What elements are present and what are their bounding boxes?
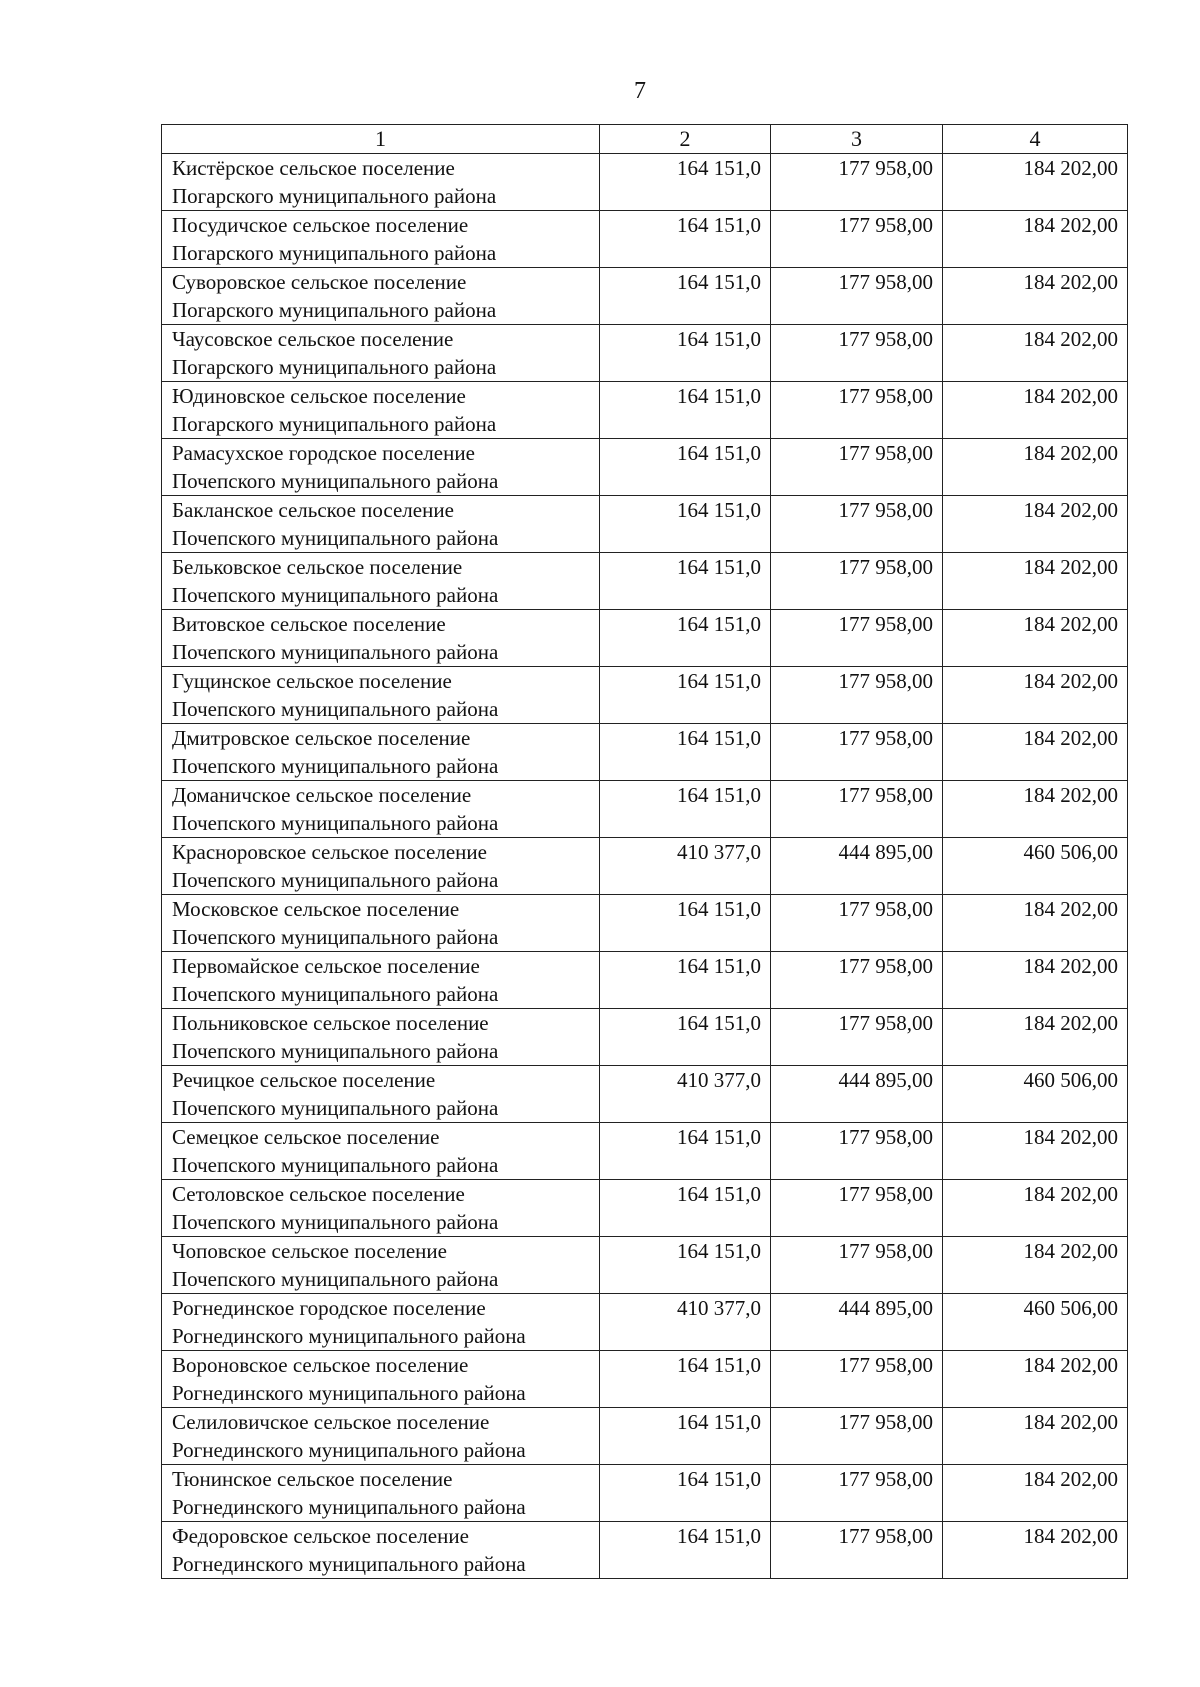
amount-cell-col-4: 184 202,00: [943, 1009, 1128, 1066]
settlement-name-cell: [162, 838, 600, 895]
district-name: Почепского муниципального района: [172, 526, 499, 550]
table-body: [162, 154, 1128, 1579]
amount-cell-col-4: 184 202,00: [943, 211, 1128, 268]
amount-cell-col-4: 184 202,00: [943, 781, 1128, 838]
table-row: [162, 1009, 1128, 1066]
amount-cell-col-2: 164 151,0: [600, 1237, 771, 1294]
district-name: Погарского муниципального района: [172, 355, 497, 379]
amount-cell-col-4: 184 202,00: [943, 1351, 1128, 1408]
district-name: Почепского муниципального района: [172, 640, 499, 664]
amount-cell-col-3: 177 958,00: [771, 1522, 943, 1579]
amount-cell-col-3: 177 958,00: [771, 268, 943, 325]
table-row: [162, 1408, 1128, 1465]
amount-cell-col-2: 164 151,0: [600, 1408, 771, 1465]
table-row: [162, 1066, 1128, 1123]
settlement-name: Московское сельское поселение: [172, 897, 460, 921]
table-row: [162, 838, 1128, 895]
settlement-name: Федоровское сельское поселение: [172, 1524, 469, 1548]
amount-cell-col-4: 184 202,00: [943, 1237, 1128, 1294]
column-header-4: 4: [943, 125, 1128, 154]
settlement-name-cell: [162, 667, 600, 724]
district-name: Почепского муниципального района: [172, 925, 499, 949]
amount-cell-col-3: 177 958,00: [771, 724, 943, 781]
settlement-name-cell: [162, 952, 600, 1009]
settlement-name-cell: [162, 1408, 600, 1465]
amount-cell-col-4: 184 202,00: [943, 268, 1128, 325]
amount-cell-col-2: 164 151,0: [600, 1009, 771, 1066]
settlement-name: Чаусовское сельское поселение: [172, 327, 454, 351]
amount-cell-col-4: 184 202,00: [943, 154, 1128, 211]
district-name: Почепского муниципального района: [172, 754, 499, 778]
table-row: [162, 211, 1128, 268]
district-name: Почепского муниципального района: [172, 1153, 499, 1177]
settlement-name: Семецкое сельское поселение: [172, 1125, 440, 1149]
district-name: Погарского муниципального района: [172, 184, 497, 208]
column-header-1: 1: [162, 125, 600, 154]
table-row: [162, 1522, 1128, 1579]
amount-cell-col-2: 164 151,0: [600, 154, 771, 211]
table-row: [162, 781, 1128, 838]
page-number: 7: [634, 78, 646, 104]
amount-cell-col-2: 164 151,0: [600, 268, 771, 325]
column-header-2: 2: [600, 125, 771, 154]
amount-cell-col-3: 177 958,00: [771, 1465, 943, 1522]
amount-cell-col-4: 460 506,00: [943, 1294, 1128, 1351]
table-row: [162, 610, 1128, 667]
amount-cell-col-4: 184 202,00: [943, 610, 1128, 667]
settlement-name-cell: [162, 211, 600, 268]
amount-cell-col-2: 164 151,0: [600, 781, 771, 838]
table-row: [162, 439, 1128, 496]
settlement-name-cell: [162, 553, 600, 610]
settlement-name: Рамасухское городское поселение: [172, 441, 475, 465]
amount-cell-col-2: 164 151,0: [600, 382, 771, 439]
settlement-name-cell: [162, 1180, 600, 1237]
district-name: Почепского муниципального района: [172, 1210, 499, 1234]
amount-cell-col-3: 177 958,00: [771, 781, 943, 838]
settlement-name-cell: [162, 1237, 600, 1294]
amount-cell-col-4: 184 202,00: [943, 724, 1128, 781]
settlement-name-cell: [162, 724, 600, 781]
amount-cell-col-2: 164 151,0: [600, 1180, 771, 1237]
amount-cell-col-4: 184 202,00: [943, 1123, 1128, 1180]
district-name: Рогнединского муниципального района: [172, 1495, 526, 1519]
amount-cell-col-2: 164 151,0: [600, 439, 771, 496]
settlement-name-cell: [162, 1522, 600, 1579]
settlement-name: Бельковское сельское поселение: [172, 555, 463, 579]
district-name: Почепского муниципального района: [172, 811, 499, 835]
settlement-name-cell: [162, 1009, 600, 1066]
district-name: Почепского муниципального района: [172, 1039, 499, 1063]
district-name: Почепского муниципального района: [172, 469, 499, 493]
district-name: Погарского муниципального района: [172, 298, 497, 322]
settlement-name: Витовское сельское поселение: [172, 612, 446, 636]
amount-cell-col-2: 164 151,0: [600, 211, 771, 268]
amount-cell-col-4: 184 202,00: [943, 1180, 1128, 1237]
table-row: [162, 268, 1128, 325]
settlement-name: Чоповское сельское поселение: [172, 1239, 447, 1263]
amount-cell-col-2: 164 151,0: [600, 724, 771, 781]
settlement-name: Суворовское сельское поселение: [172, 270, 467, 294]
amount-cell-col-4: 184 202,00: [943, 1522, 1128, 1579]
district-name: Рогнединского муниципального района: [172, 1552, 526, 1576]
settlement-name: Гущинское сельское поселение: [172, 669, 452, 693]
amount-cell-col-3: 444 895,00: [771, 1294, 943, 1351]
settlement-name-cell: [162, 154, 600, 211]
table-row: [162, 553, 1128, 610]
district-name: Почепского муниципального района: [172, 697, 499, 721]
settlement-name: Бакланское сельское поселение: [172, 498, 454, 522]
settlement-name-cell: [162, 1351, 600, 1408]
amount-cell-col-3: 444 895,00: [771, 838, 943, 895]
amount-cell-col-3: 177 958,00: [771, 610, 943, 667]
settlement-name: Рогнединское городское поселение: [172, 1296, 486, 1320]
settlement-name-cell: [162, 781, 600, 838]
table-row: [162, 1465, 1128, 1522]
settlement-name-cell: [162, 496, 600, 553]
table-row: [162, 1123, 1128, 1180]
amount-cell-col-3: 177 958,00: [771, 1180, 943, 1237]
district-name: Погарского муниципального района: [172, 241, 497, 265]
amount-cell-col-3: 177 958,00: [771, 154, 943, 211]
settlement-name: Кистёрское сельское поселение: [172, 156, 455, 180]
amount-cell-col-4: 184 202,00: [943, 667, 1128, 724]
amount-cell-col-3: 177 958,00: [771, 439, 943, 496]
amount-cell-col-4: 184 202,00: [943, 382, 1128, 439]
settlement-name: Тюнинское сельское поселение: [172, 1467, 453, 1491]
table-row: [162, 1237, 1128, 1294]
table-row: [162, 952, 1128, 1009]
amount-cell-col-3: 177 958,00: [771, 1237, 943, 1294]
settlement-name-cell: [162, 1465, 600, 1522]
amount-cell-col-2: 164 151,0: [600, 895, 771, 952]
amount-cell-col-3: 177 958,00: [771, 211, 943, 268]
amount-cell-col-3: 444 895,00: [771, 1066, 943, 1123]
district-name: Почепского муниципального района: [172, 1267, 499, 1291]
settlement-name-cell: [162, 1294, 600, 1351]
amount-cell-col-4: 184 202,00: [943, 1408, 1128, 1465]
district-name: Почепского муниципального района: [172, 583, 499, 607]
amount-cell-col-3: 177 958,00: [771, 496, 943, 553]
amount-cell-col-4: 184 202,00: [943, 952, 1128, 1009]
settlement-name-cell: [162, 382, 600, 439]
amount-cell-col-4: 184 202,00: [943, 496, 1128, 553]
amount-cell-col-3: 177 958,00: [771, 895, 943, 952]
district-name: Почепского муниципального района: [172, 982, 499, 1006]
amount-cell-col-3: 177 958,00: [771, 952, 943, 1009]
header-row: [162, 125, 1128, 154]
settlements-table: [161, 124, 1128, 1579]
district-name: Рогнединского муниципального района: [172, 1324, 526, 1348]
settlement-name: Речицкое сельское поселение: [172, 1068, 436, 1092]
table-row: [162, 154, 1128, 211]
amount-cell-col-4: 184 202,00: [943, 895, 1128, 952]
settlement-name: Сетоловское сельское поселение: [172, 1182, 465, 1206]
amount-cell-col-2: 164 151,0: [600, 553, 771, 610]
district-name: Почепского муниципального района: [172, 868, 499, 892]
amount-cell-col-3: 177 958,00: [771, 1351, 943, 1408]
amount-cell-col-3: 177 958,00: [771, 382, 943, 439]
amount-cell-col-3: 177 958,00: [771, 325, 943, 382]
column-header-3: 3: [771, 125, 943, 154]
amount-cell-col-4: 460 506,00: [943, 838, 1128, 895]
amount-cell-col-2: 164 151,0: [600, 1123, 771, 1180]
district-name: Почепского муниципального района: [172, 1096, 499, 1120]
amount-cell-col-2: 410 377,0: [600, 1066, 771, 1123]
amount-cell-col-4: 184 202,00: [943, 1465, 1128, 1522]
amount-cell-col-3: 177 958,00: [771, 553, 943, 610]
table-row: [162, 382, 1128, 439]
amount-cell-col-3: 177 958,00: [771, 667, 943, 724]
amount-cell-col-4: 184 202,00: [943, 553, 1128, 610]
settlement-name-cell: [162, 610, 600, 667]
amount-cell-col-4: 184 202,00: [943, 439, 1128, 496]
amount-cell-col-2: 164 151,0: [600, 952, 771, 1009]
district-name: Погарского муниципального района: [172, 412, 497, 436]
amount-cell-col-3: 177 958,00: [771, 1408, 943, 1465]
settlement-name-cell: [162, 1066, 600, 1123]
settlement-name: Посудичское сельское поселение: [172, 213, 469, 237]
table-row: [162, 1351, 1128, 1408]
settlement-name: Польниковское сельское поселение: [172, 1011, 489, 1035]
settlement-name-cell: [162, 1123, 600, 1180]
settlement-name: Красноровское сельское поселение: [172, 840, 487, 864]
amount-cell-col-3: 177 958,00: [771, 1009, 943, 1066]
settlement-name-cell: [162, 325, 600, 382]
settlement-name-cell: [162, 895, 600, 952]
amount-cell-col-2: 164 151,0: [600, 325, 771, 382]
amount-cell-col-4: 184 202,00: [943, 325, 1128, 382]
amount-cell-col-2: 164 151,0: [600, 667, 771, 724]
settlement-name: Доманичское сельское поселение: [172, 783, 472, 807]
table-row: [162, 724, 1128, 781]
settlement-name: Первомайское сельское поселение: [172, 954, 480, 978]
settlement-name: Дмитровское сельское поселение: [172, 726, 471, 750]
table-row: [162, 496, 1128, 553]
amount-cell-col-2: 164 151,0: [600, 1351, 771, 1408]
settlement-name-cell: [162, 439, 600, 496]
settlement-name: Юдиновское сельское поселение: [172, 384, 466, 408]
amount-cell-col-2: 410 377,0: [600, 838, 771, 895]
amount-cell-col-2: 164 151,0: [600, 1522, 771, 1579]
amount-cell-col-2: 164 151,0: [600, 496, 771, 553]
district-name: Рогнединского муниципального района: [172, 1438, 526, 1462]
table-row: [162, 1180, 1128, 1237]
table-row: [162, 325, 1128, 382]
table-row: [162, 667, 1128, 724]
settlement-name: Вороновское сельское поселение: [172, 1353, 469, 1377]
table-row: [162, 895, 1128, 952]
amount-cell-col-3: 177 958,00: [771, 1123, 943, 1180]
amount-cell-col-2: 164 151,0: [600, 1465, 771, 1522]
settlement-name-cell: [162, 268, 600, 325]
amount-cell-col-2: 410 377,0: [600, 1294, 771, 1351]
settlement-name: Селиловичское сельское поселение: [172, 1410, 490, 1434]
district-name: Рогнединского муниципального района: [172, 1381, 526, 1405]
amount-cell-col-2: 164 151,0: [600, 610, 771, 667]
table-row: [162, 1294, 1128, 1351]
amount-cell-col-4: 460 506,00: [943, 1066, 1128, 1123]
